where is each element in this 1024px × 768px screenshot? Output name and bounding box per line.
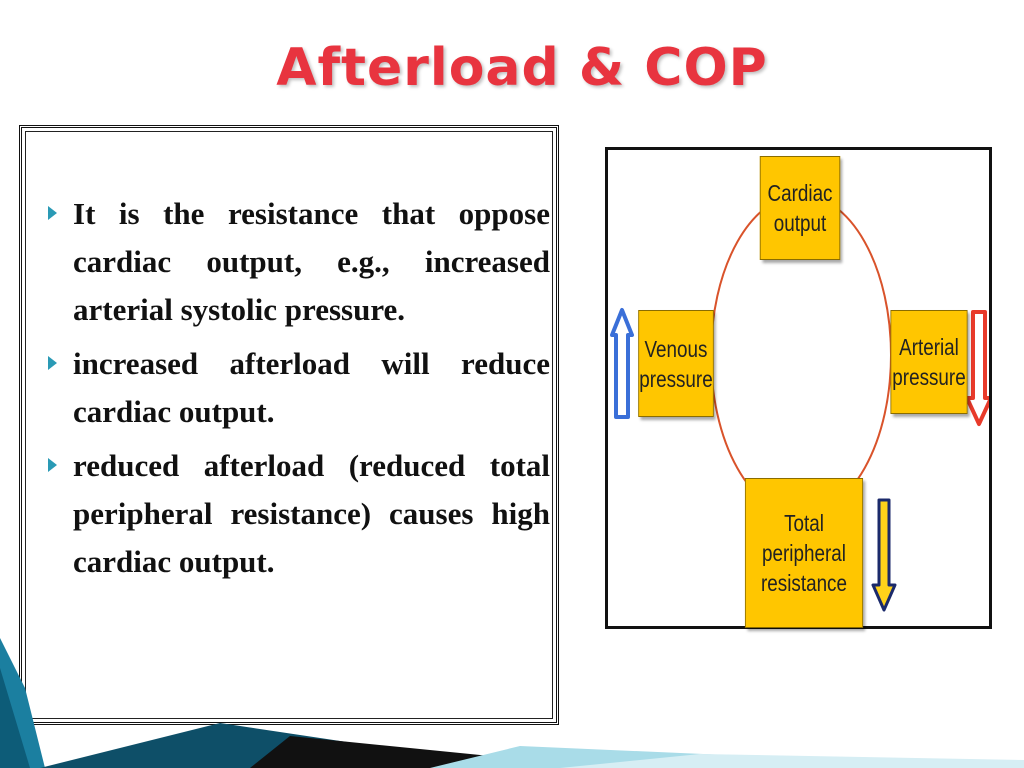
bullet-arrow-icon	[48, 458, 57, 472]
arterial-down-arrow-icon	[967, 312, 989, 424]
bullet-arrow-icon	[48, 356, 57, 370]
cardiac-output-node: Cardiac output	[760, 156, 840, 260]
bullet-list	[48, 190, 550, 592]
bullet-text: reduced afterload (reduced total peripheral resistance) causes high cardiac output.	[73, 448, 550, 579]
bullet-item	[48, 442, 550, 586]
tpr-down-arrow-icon	[873, 500, 895, 610]
slide-title: Afterload & COP	[276, 38, 768, 98]
venous-pressure-node: Venous pressure	[638, 310, 713, 417]
cycle-diagram	[605, 147, 992, 629]
tpr-node: Total peripheral resistance	[745, 478, 863, 628]
venous-up-arrow-icon	[612, 310, 632, 417]
footer-decoration	[0, 628, 1024, 768]
arterial-pressure-node: Arterial pressure	[890, 310, 967, 414]
bullet-text: It is the resistance that oppose cardiac output, e.g., increased arterial systolic pressure.	[73, 196, 550, 327]
bullet-item	[48, 340, 550, 436]
bullet-arrow-icon	[48, 206, 57, 220]
bullet-item	[48, 190, 550, 334]
bullet-text: increased afterload will reduce cardiac output.	[73, 346, 550, 429]
